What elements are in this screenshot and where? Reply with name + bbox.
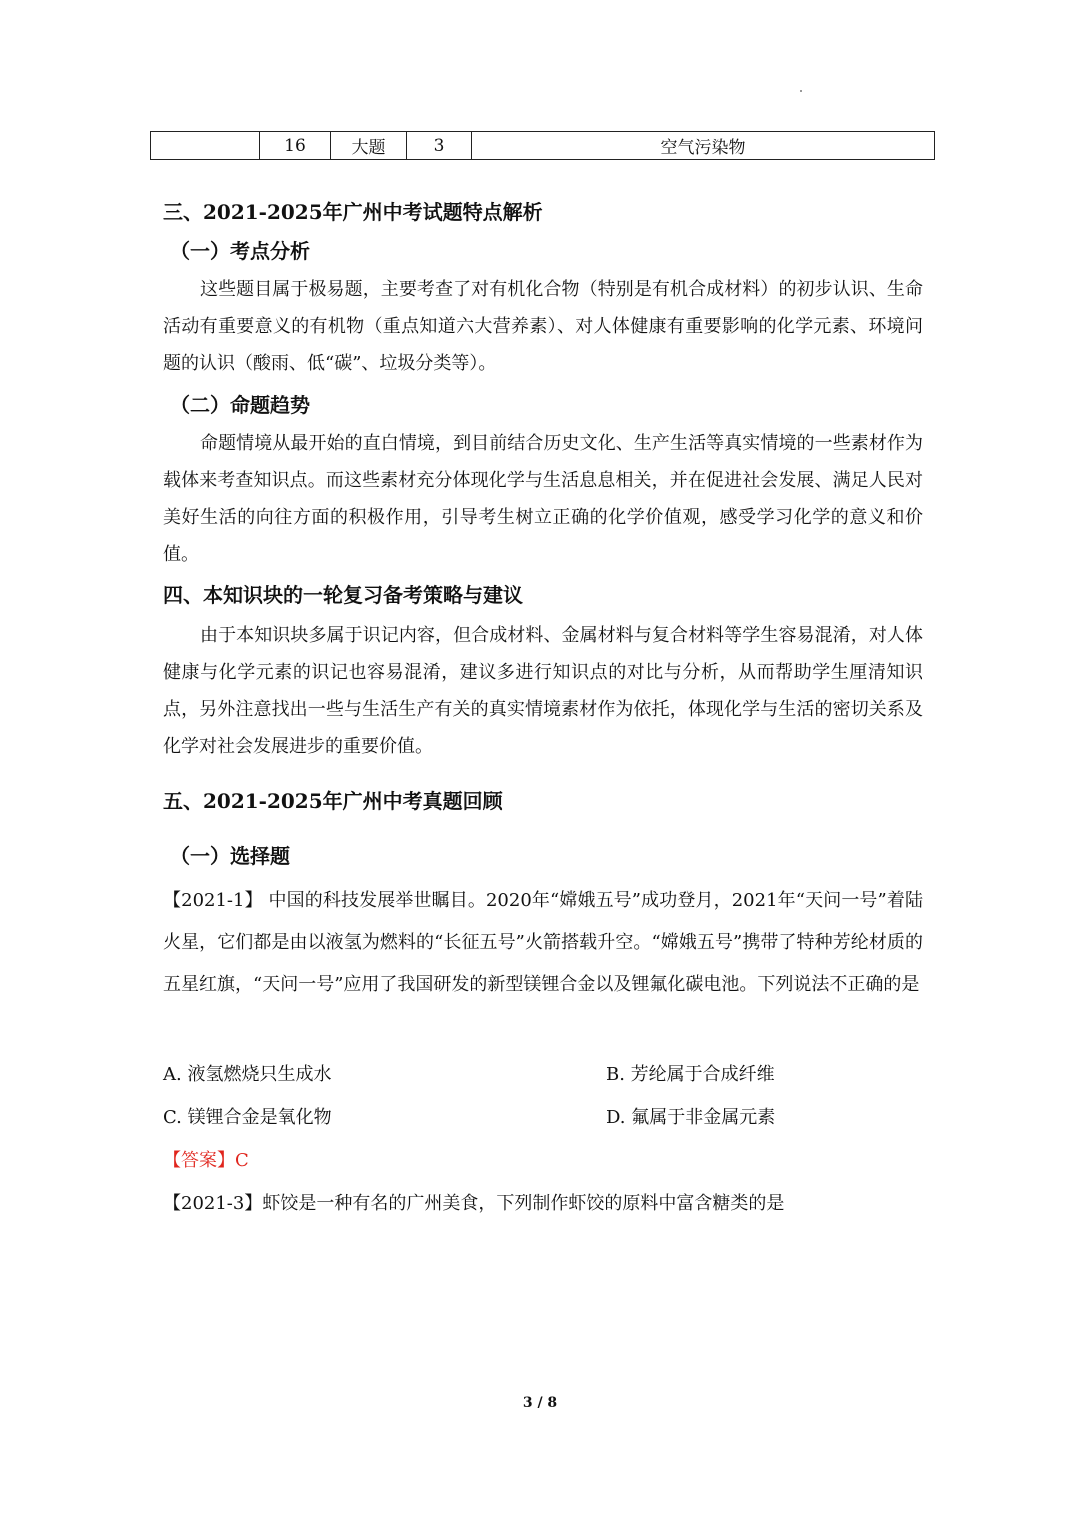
option-d: D. 氟属于非金属元素	[606, 1107, 776, 1128]
table-cell	[151, 132, 260, 160]
scan-speck	[800, 90, 802, 92]
section3-sub1-paragraph	[163, 271, 923, 382]
table-cell: 空气污染物	[472, 132, 935, 160]
question-body: 中国的科技发展举世瞩目。2020年“嫦娥五号”成功登月，2021年“天问一号”着陆火星，它们都是由以液氢为燃料的“长征五号”火箭搭载升空。“嫦娥五号”携带了特种芳纶材质的五星红旗，“天问一号”应用了我国研发的新型镁锂合金以及锂氟化碳电池。下列说法不正确的是	[163, 890, 923, 995]
section3-sub2-title: （二）命题趋势	[170, 393, 310, 417]
section4-title: 四、本知识块的一轮复习备考策略与建议	[163, 583, 523, 607]
option-c: C. 镁锂合金是氧化物	[163, 1107, 332, 1128]
paragraph-text: 这些题目属于极易题，主要考查了对有机化合物（特别是有机合成材料）的初步认识、生命活动有重要意义的有机物（重点知道六大营养素）、对人体健康有重要影响的化学元素、环境问题的认识（酸雨、低“碳”、垃圾分类等）。	[163, 279, 923, 374]
answer-label: 【答案】C	[163, 1150, 249, 1171]
option-a: A. 液氢燃烧只生成水	[163, 1064, 332, 1085]
question-tag: 【2021-1】	[163, 890, 263, 911]
section4-paragraph	[163, 617, 923, 765]
table-cell: 16	[260, 132, 331, 160]
question-tag: 【2021-3】	[163, 1193, 263, 1214]
section5-title: 五、2021-2025年广州中考真题回顾	[163, 789, 503, 813]
paragraph-text: 命题情境从最开始的直白情境，到目前结合历史文化、生产生活等真实情境的一些素材作为载体来考查知识点。而这些素材充分体现化学与生活息息相关，并在促进社会发展、满足人民对美好生活的向往方面的积极作用，引导考生树立正确的化学价值观，感受学习化学的意义和价值。	[163, 433, 923, 565]
question-2021-3	[163, 1189, 784, 1215]
section3-sub2-paragraph	[163, 425, 923, 573]
section3-title: 三、2021-2025年广州中考试题特点解析	[163, 200, 543, 224]
option-b: B. 芳纶属于合成纤维	[606, 1064, 775, 1085]
page-number: 3 / 8	[522, 1395, 558, 1411]
question-text	[163, 880, 923, 1006]
section3-sub1-title: （一）考点分析	[170, 239, 310, 263]
question-body: 虾饺是一种有名的广州美食，下列制作虾饺的原料中富含糖类的是	[262, 1193, 785, 1214]
paragraph-text: 由于本知识块多属于识记内容，但合成材料、金属材料与复合材料等学生容易混淆，对人体健康与化学元素的识记也容易混淆，建议多进行知识点的对比与分析，从而帮助学生厘清知识点，另外注意找出一些与生活生产有关的真实情境素材作为依托，体现化学与生活的密切关系及化学对社会发展进步的重要价值。	[163, 625, 923, 757]
table-row	[151, 132, 935, 160]
exam-table	[150, 131, 935, 160]
section5-sub1-title: （一）选择题	[170, 844, 290, 868]
table-cell: 3	[407, 132, 472, 160]
question-2021-1	[163, 880, 923, 1006]
table-cell: 大题	[331, 132, 407, 160]
